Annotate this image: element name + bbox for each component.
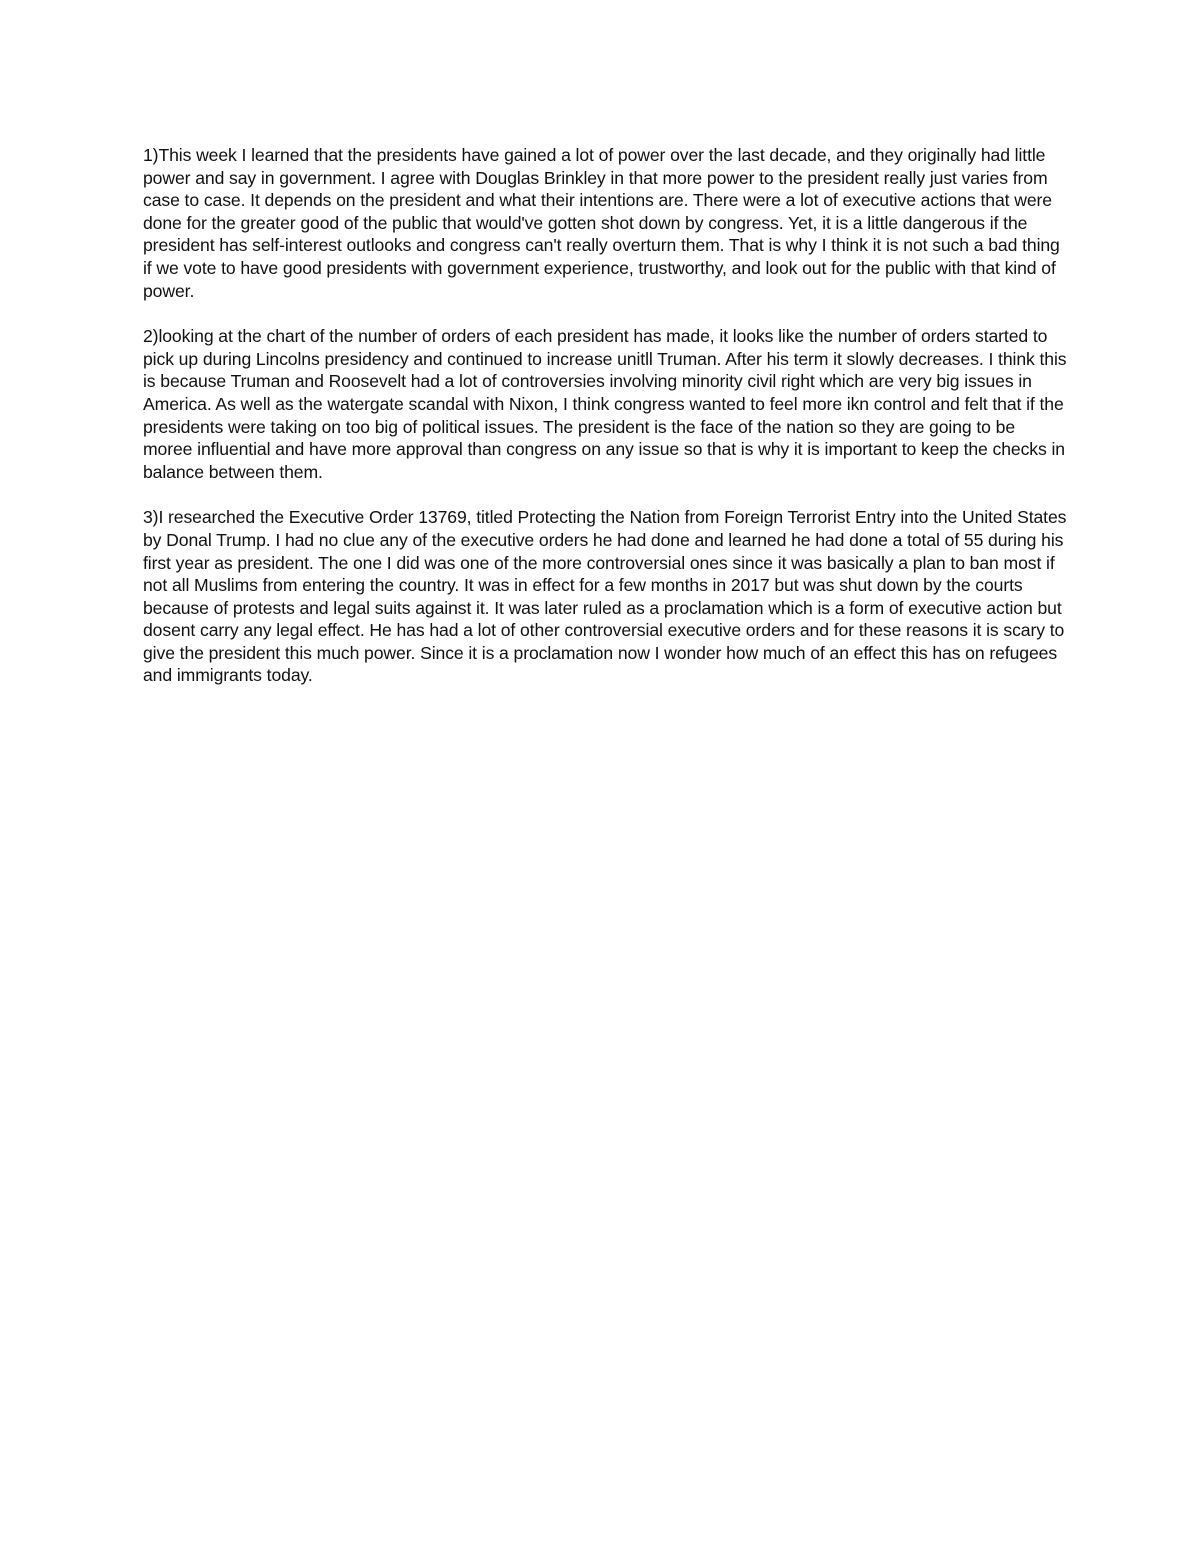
paragraph-3: 3)I researched the Executive Order 13769, titled Protecting the Nation from Foreign Terrorist Entry into the United States by Donal Trump. I had no clue any of the executive orders he had done and learned he had done a total of 55 during his first year as president. The one I did was one of the more controversial ones since it was basically a plan to ban most if not all Muslims from entering the country. It was in effect for a few months in 2017 but was shut down by the courts because of protests and legal suits against it. It was later ruled as a proclamation which is a form of executive action but dosent carry any legal effect. He has had a lot of other controversial executive orders and for these reasons it is scary to give the president this much power. Since it is a proclamation now I wonder how much of an effect this has on refugees and immigrants today.: [143, 507, 1067, 686]
document-body: [143, 144, 1068, 710]
paragraph-1: 1)This week I learned that the presidents have gained a lot of power over the last decade, and they originally had little power and say in government. I agree with Douglas Brinkley in that more power to the president really just varies from case to case. It depends on the president and what their intentions are. There were a lot of executive actions that were done for the greater good of the public that would've gotten shot down by congress. Yet, it is a little dangerous if the president has self-interest outlooks and congress can't really overturn them. That is why I think it is not such a bad thing if we vote to have good presidents with government experience, trustworthy, and look out for the public with that kind of power.: [143, 145, 1060, 301]
paragraph-2: 2)looking at the chart of the number of orders of each president has made, it looks like the number of orders started to pick up during Lincolns presidency and continued to increase unitll Truman. After his term it slowly decreases. I think this is because Truman and Roosevelt had a lot of controversies involving minority civil right which are very big issues in America. As well as the watergate scandal with Nixon, I think congress wanted to feel more ikn control and felt that if the presidents were taking on too big of political issues. The president is the face of the nation so they are going to be moree influential and have more approval than congress on any issue so that is why it is important to keep the checks in balance between them.: [143, 326, 1067, 482]
